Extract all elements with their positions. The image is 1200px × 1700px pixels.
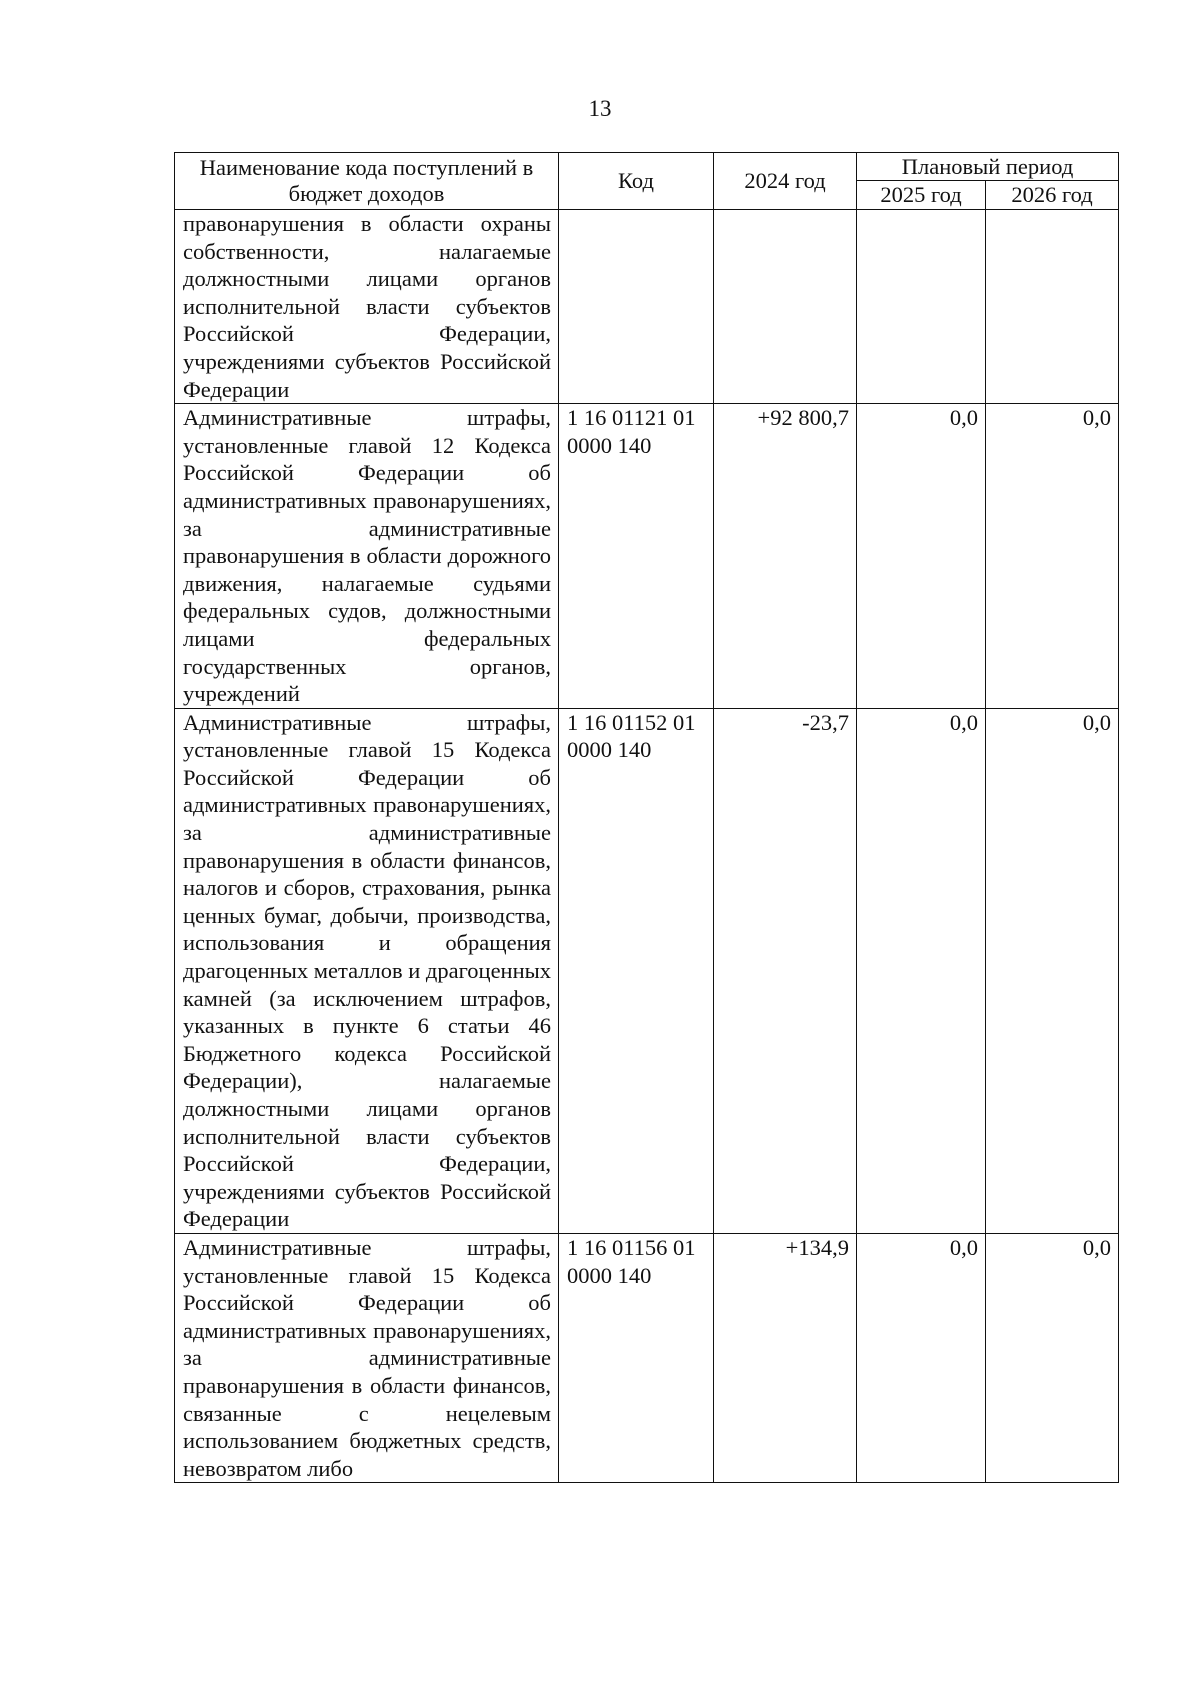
row-value-2024: +134,9 (714, 1233, 857, 1482)
row-value-2025: 0,0 (857, 1233, 986, 1482)
table-row (175, 404, 1119, 709)
header-year-2025: 2025 год (857, 181, 986, 210)
row-value-2026: 0,0 (986, 404, 1119, 709)
table-row (175, 210, 1119, 404)
header-year-2026: 2026 год (986, 181, 1119, 210)
row-code (559, 210, 714, 404)
table-row (175, 708, 1119, 1233)
row-value-2026: 0,0 (986, 708, 1119, 1233)
row-name: Административные штрафы, установленные главой 12 Кодекса Российской Федерации об административных правонарушениях, за административные правонарушения в области дорожного движения, налагаемые судьями федеральных судов, должностными лицами федеральных государственных органов, учреждений (175, 404, 559, 709)
header-name: Наименование кода поступлений в бюджет доходов (175, 153, 559, 210)
row-name: Административные штрафы, установленные главой 15 Кодекса Российской Федерации об административных правонарушениях, за административные правонарушения в области финансов, связанные с нецелевым использованием бюджетных средств, невозвратом либо (175, 1233, 559, 1482)
row-code: 1 16 01152 01 0000 140 (559, 708, 714, 1233)
row-value-2024 (714, 210, 857, 404)
row-code: 1 16 01121 01 0000 140 (559, 404, 714, 709)
page-number: 13 (588, 96, 612, 121)
revenue-table (174, 152, 1119, 1483)
row-value-2026: 0,0 (986, 1233, 1119, 1482)
row-value-2025: 0,0 (857, 404, 986, 709)
row-name: правонарушения в области охраны собственности, налагаемые должностными лицами органов исполнительной власти субъектов Российской Федерации, учреждениями субъектов Российской Федерации (175, 210, 559, 404)
table-row (175, 1233, 1119, 1482)
row-value-2025 (857, 210, 986, 404)
row-value-2025: 0,0 (857, 708, 986, 1233)
row-code: 1 16 01156 01 0000 140 (559, 1233, 714, 1482)
header-planned-period: Плановый период (857, 153, 1119, 181)
header-code: Код (559, 153, 714, 210)
row-value-2024: -23,7 (714, 708, 857, 1233)
row-value-2026 (986, 210, 1119, 404)
row-name: Административные штрафы, установленные главой 15 Кодекса Российской Федерации об административных правонарушениях, за административные правонарушения в области финансов, налогов и сборов, страхования, рынка ценных бумаг, добычи, производства, использования и обращения драгоценных металлов и драгоценных камней (за исключением штрафов, указанных в пункте 6 статьи 46 Бюджетного кодекса Российской Федерации), налагаемые должностными лицами органов исполнительной власти субъектов Российской Федерации, учреждениями субъектов Российской Федерации (175, 708, 559, 1233)
row-value-2024: +92 800,7 (714, 404, 857, 709)
header-year-2024: 2024 год (714, 153, 857, 210)
table-header (175, 153, 1119, 210)
